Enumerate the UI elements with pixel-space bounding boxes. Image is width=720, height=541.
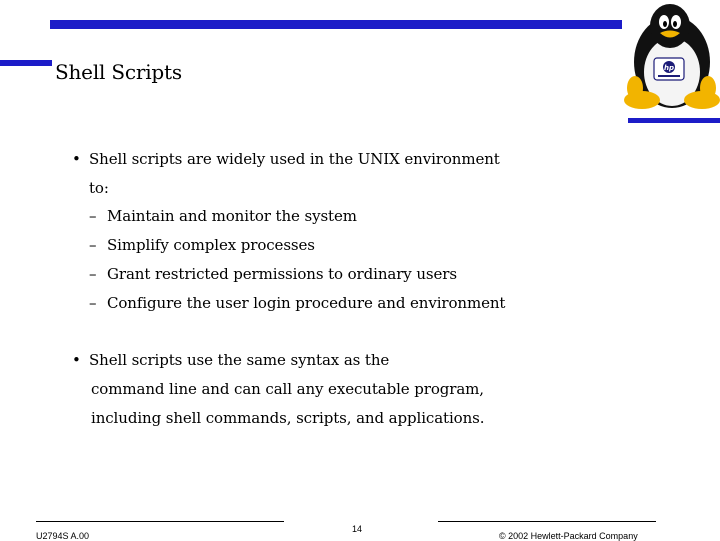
bullet-marker: • [72, 351, 81, 369]
sub-bullet-dash: – [89, 265, 97, 283]
hp-logo-badge [654, 58, 684, 80]
sub-bullet-text: Maintain and monitor the system [107, 207, 357, 225]
sub-bullet-dash: – [89, 207, 97, 225]
bullet-text-line: Shell scripts use the same syntax as the [89, 351, 390, 369]
bullet-text-line: including shell commands, scripts, and applications. [91, 409, 485, 427]
bullet-marker: • [72, 150, 81, 168]
sub-bullet-text: Configure the user login procedure and environment [107, 294, 506, 312]
bullet-text-line: Shell scripts are widely used in the UNIX environment [89, 150, 500, 168]
sub-bullet-item [89, 231, 315, 260]
hp-logo-text: hp [664, 64, 674, 72]
sub-bullet-dash: – [89, 236, 97, 254]
logo-underline-bar [628, 118, 720, 123]
footer-rule-left [36, 521, 284, 522]
footer-copyright: © 2002 Hewlett-Packard Company [499, 531, 638, 541]
footer-page-number: 14 [352, 524, 363, 534]
sub-bullet-item [89, 289, 505, 318]
sub-bullet-dash: – [89, 294, 97, 312]
footer-rule-right [438, 521, 656, 522]
left-accent-bar [0, 60, 52, 66]
bullet-text-line: to: [89, 179, 109, 197]
sub-bullet-text: Simplify complex processes [107, 236, 315, 254]
sub-bullet-item [89, 202, 357, 231]
bullet-text-line: command line and can call any executable program, [91, 380, 484, 398]
slide-title: Shell Scripts [55, 60, 182, 84]
sub-bullet-text: Grant restricted permissions to ordinary users [107, 265, 457, 283]
title-accent-bar [50, 20, 622, 29]
sub-bullet-item [89, 260, 457, 289]
tux-penguin-icon [620, 0, 720, 116]
footer-course-code: U2794S A.00 [36, 531, 90, 541]
